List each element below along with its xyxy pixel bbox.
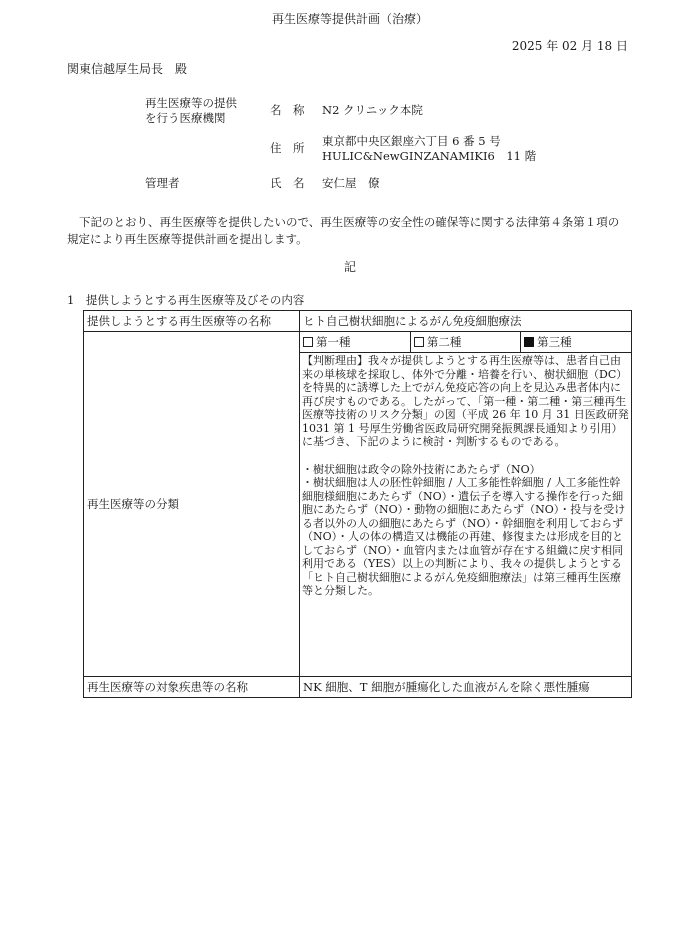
reason-paragraph-1: 【判断理由】我々が提供しようとする再生医療等は、患者自己由来の単核球を採取し、体外で分離・培養を行い、樹状細胞（DC）を特異的に誘導した上でがん免疫応答の向上を見込み患者体内に再び戻すものである。したがって、「第一種・第二種・第三種再生医療等技術のリスク分類」の図（平成 26 年 10 月 31 日医政研発 1031 第 1 号厚生労働省医政局研究開発振興課長通知より引用）に基づき、下記のように検討・判断するものである。 — [302, 354, 629, 448]
addressee: 関東信越厚生局長 殿 — [67, 62, 188, 76]
class-option-1 — [300, 332, 410, 353]
ki-mark: 記 — [343, 260, 356, 274]
treatment-table — [83, 310, 632, 698]
address-line1: 東京都中央区銀座六丁目 6 番 5 号 — [322, 134, 501, 148]
table-row-name — [84, 311, 632, 332]
manager-label: 管理者 — [145, 176, 180, 190]
address-line2: HULIC&NewGINZANAMIKI6 11 階 — [322, 149, 537, 163]
checkbox-empty-icon — [303, 337, 313, 347]
provider-label-line2: を行う医療機関 — [145, 111, 226, 125]
name-label: 名 称 — [270, 103, 305, 117]
section-heading: 1 提供しようとする再生医療等及びその内容 — [67, 293, 305, 307]
classification-cell — [300, 332, 632, 677]
judgment-reason — [300, 353, 631, 599]
class-option-2-label: 第二種 — [426, 335, 462, 349]
treatment-name-value: ヒト自己樹状細胞によるがん免疫細胞療法 — [300, 311, 632, 332]
submission-date: 2025 年 02 月 18 日 — [511, 39, 628, 53]
provider-label-line1: 再生医療等の提供 — [145, 96, 237, 110]
clinic-name: N2 クリニック本院 — [322, 103, 423, 117]
address-label: 住 所 — [270, 141, 305, 155]
table-row-classification — [84, 332, 632, 677]
class-option-2 — [410, 332, 520, 353]
checkbox-filled-icon — [524, 337, 534, 347]
row-label-treatment-name: 提供しようとする再生医療等の名称 — [84, 311, 300, 332]
document-title: 再生医療等提供計画（治療） — [271, 12, 428, 26]
row-label-target-disease: 再生医療等の対象疾患等の名称 — [84, 677, 300, 698]
reason-paragraph-2: ・樹状細胞は政令の除外技術にあたらず（NO） — [302, 462, 541, 476]
classification-options — [300, 332, 631, 353]
class-option-1-label: 第一種 — [316, 335, 351, 349]
clinic-address — [322, 134, 536, 164]
row-label-classification: 再生医療等の分類 — [84, 332, 300, 677]
reason-paragraph-3: ・樹状細胞は人の胚性幹細胞 / 人工多能性幹細胞 / 人工多能性幹細胞様細胞にあたらず（NO）・遺伝子を導入する操作を行った細胞にあたらず（NO）・動物の細胞にあたらず（NO）・投与を受ける者以外の人の細胞にあたらず（NO）・幹細胞を利用しておらず（NO）・人の体の構造又は機能の再建、修復または形成を目的としておらず（NO）・血管内または血管が存在する組織に戻す相同利用である（YES）以上の判断により、我々の提供しようとする「ヒト自己樹状細胞によるがん免疫細胞療法」は第三種再生医療等と分類した。 — [302, 476, 626, 597]
checkbox-empty-icon — [414, 337, 424, 347]
manager-name-label: 氏 名 — [270, 176, 305, 190]
target-disease-value: NK 細胞、T 細胞が腫瘍化した血液がんを除く悪性腫瘍 — [300, 677, 632, 698]
intro-paragraph: 下記のとおり、再生医療等を提供したいので、再生医療等の安全性の確保等に関する法律第４条第１項の規定により再生医療等提供計画を提出します。 — [67, 215, 620, 246]
manager-name: 安仁屋 僚 — [322, 176, 380, 190]
provider-label — [145, 96, 237, 126]
table-row-target-disease — [84, 677, 632, 698]
class-option-3 — [521, 332, 631, 353]
class-option-3-label: 第三種 — [537, 335, 572, 349]
